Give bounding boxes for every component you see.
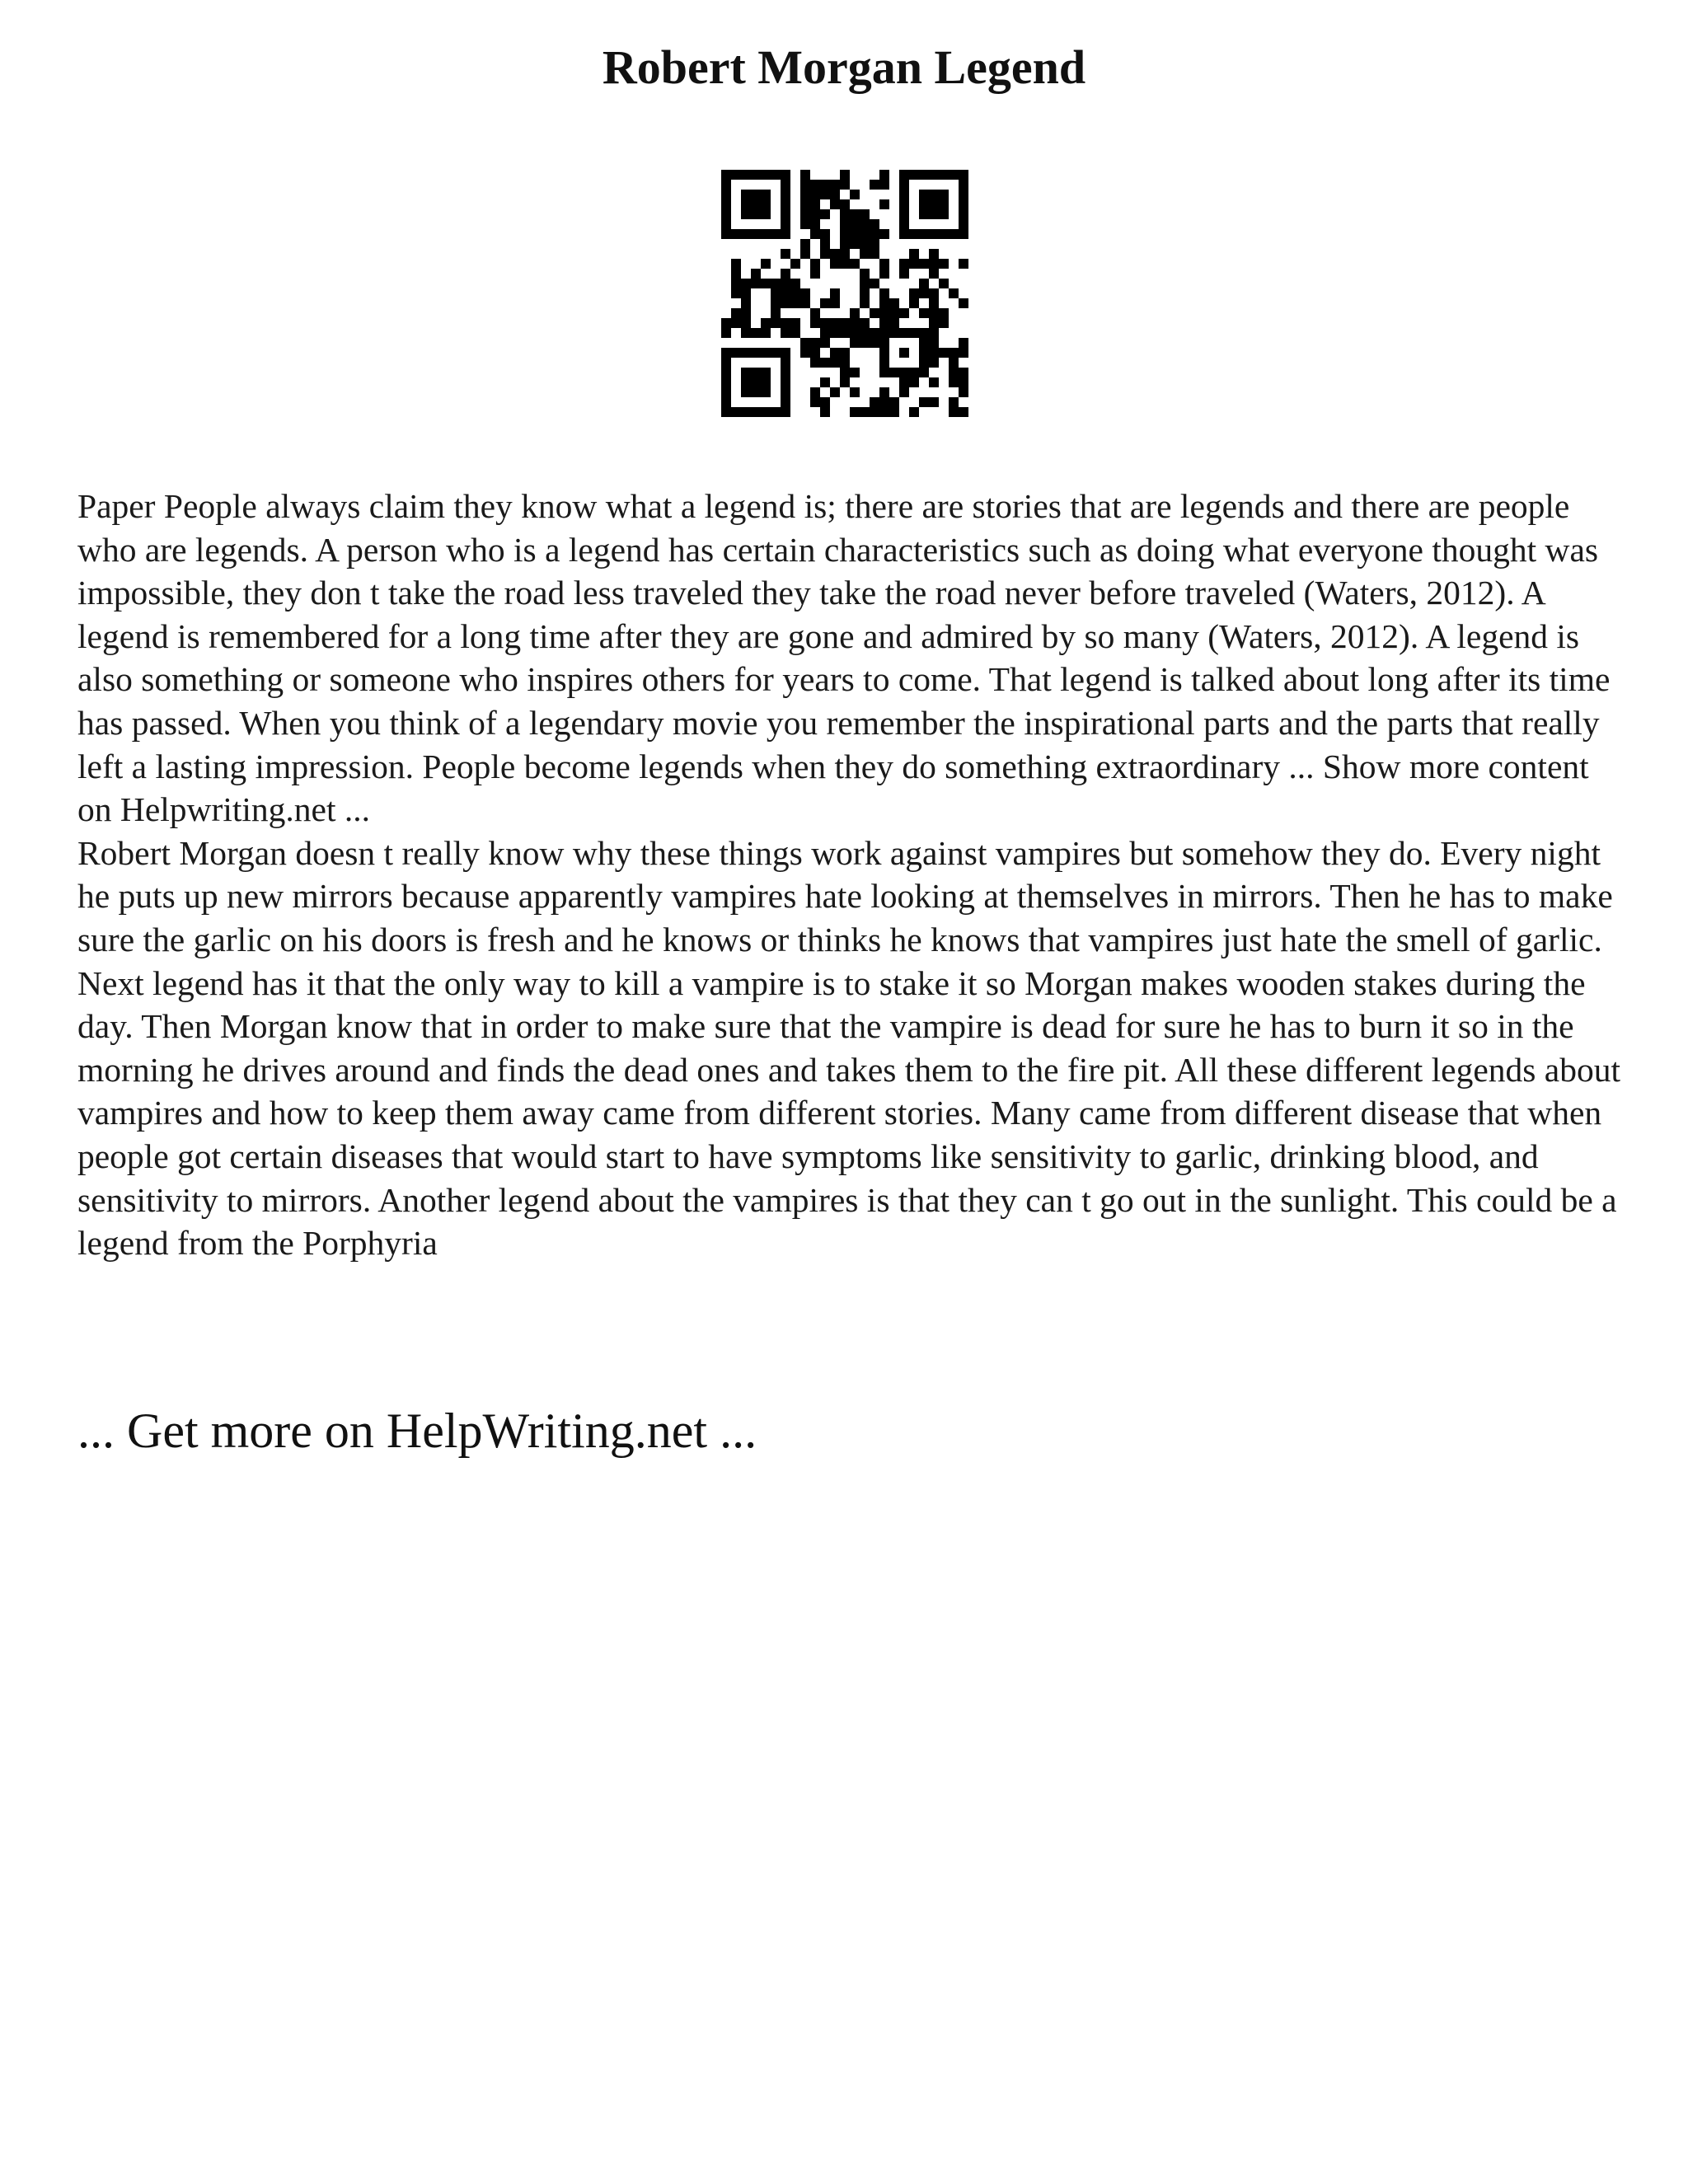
page-title: Robert Morgan Legend (602, 40, 1086, 94)
paragraph: Robert Morgan doesn t really know why these things work against vampires but somehow they do. Every night he puts up new mirrors because apparently vampires hate looking at themselves in mirrors. Then he has to make sure the garlic on his doors is fresh and he knows or thinks he knows that vampires just hate the smell of garlic. Next legend has it that the only way to kill a vampire is to stake it so Morgan makes wooden stakes during the day. Then Morgan know that in order to make sure that the vampire is dead for sure he has to burn it so in the morning he drives around and finds the dead ones and takes them to the fire pit. All these different legends about vampires and how to keep them away came from different stories. Many came from different disease that when people got certain diseases that would start to have symptoms like sensitivity to garlic, drinking blood, and sensitivity to mirrors. Another legend about the vampires is that they can t go out in the sunlight. This could be a legend from the Porphyria (77, 833, 1620, 1263)
get-more-link[interactable]: ... Get more on HelpWriting.net ... (77, 1404, 757, 1458)
paragraph: Paper People always claim they know what a legend is; there are stories that are legends and there are people who are legends. A person who is a legend has certain characteristics such as doing what everyone thought was impossible, they don t take the road less traveled they take the road never before traveled (Waters, 2012). A legend is remembered for a long time after they are gone and admired by so many (Waters, 2012). A legend is also something or someone who inspires others for years to come. That legend is talked about long after its time has passed. When you think of a legendary movie you remember the inspirational parts and the parts that really left a lasting impression. People become legends when they do something extraordinary ... Show more content on Helpwriting.net ... (77, 487, 1611, 829)
article-body (77, 485, 1627, 1265)
qr-code-icon (721, 170, 968, 417)
